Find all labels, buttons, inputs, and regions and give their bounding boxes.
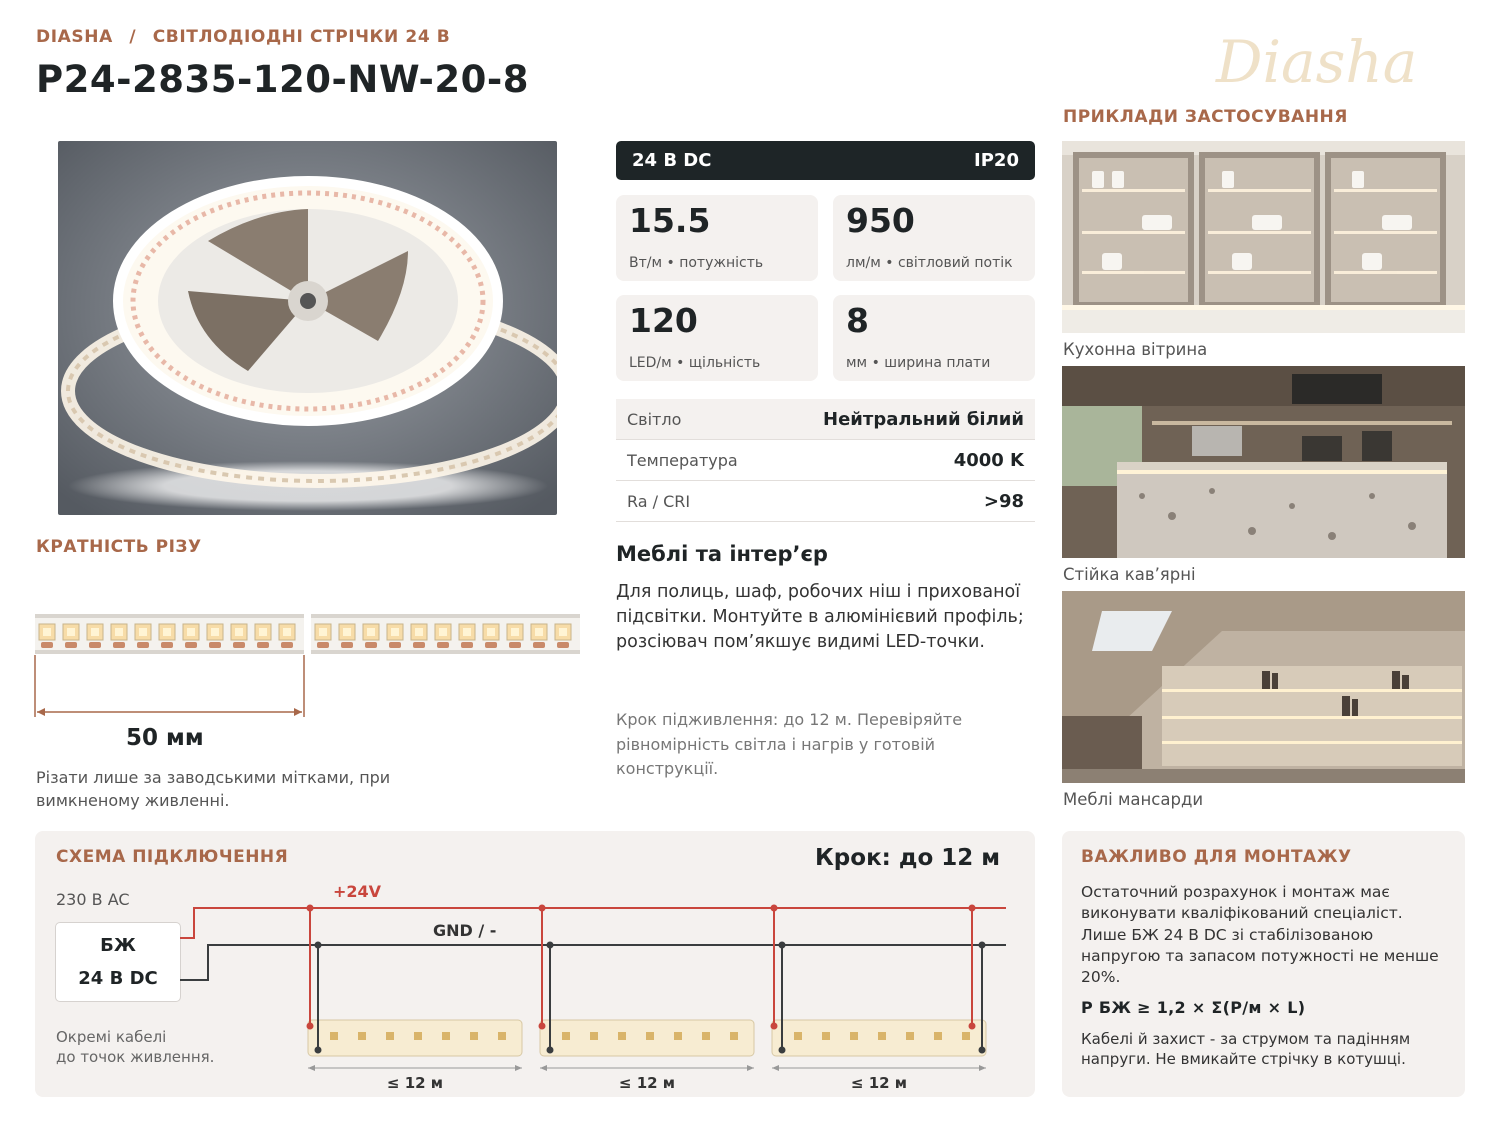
resistor-pad xyxy=(209,642,221,648)
spec-header-bar xyxy=(616,141,1035,180)
led-strip-segment-a xyxy=(35,614,304,654)
resistor-pad xyxy=(341,642,353,648)
strip-segment xyxy=(539,905,755,1093)
application-caption: Стійка кав’ярні xyxy=(1063,565,1196,584)
tile-value: 120 xyxy=(629,301,698,340)
plus-24v-wire xyxy=(180,908,1006,938)
resistor-pad xyxy=(137,642,149,648)
breadcrumb-category[interactable]: СВІТЛОДІОДНІ СТРІЧКИ 24 В xyxy=(152,27,451,47)
brand-logo xyxy=(1212,30,1452,94)
attic-furniture-image xyxy=(1062,591,1465,783)
power-tile xyxy=(616,195,818,281)
spec-value: 4000 K xyxy=(953,449,1024,471)
connection-step: Крок: до 12 м xyxy=(815,845,1001,871)
resistor-pad xyxy=(257,642,269,648)
cut-section-title: КРАТНІСТЬ РІЗУ xyxy=(36,537,202,557)
feed-step-text: Крок підживлення: до 12 м. Перевіряйте рівномірність світла і нагрів у готовій конструкції. xyxy=(616,710,963,778)
important-title: ВАЖЛИВО ДЛЯ МОНТАЖУ xyxy=(1081,847,1352,867)
led-strip-segment-b xyxy=(311,614,580,654)
wiring-diagram xyxy=(180,880,1020,1095)
important-text: Остаточний розрахунок і монтаж має виконувати кваліфікований спеціаліст. Лише БЖ 24 В DC зі стабілізованою напругою та запасом потужності не менше 20%. xyxy=(1081,883,1439,987)
usage-text: Для полиць, шаф, робочих ніш і прихованої підсвітки. Монтуйте в алюмінієвий профіль; розсіювач пом’якшує видимі LED-точки. xyxy=(616,582,1024,652)
tile-value: 8 xyxy=(846,301,869,340)
resistor-pad xyxy=(485,642,497,648)
cut-dimension-line xyxy=(33,655,308,720)
breadcrumb xyxy=(36,27,450,47)
kitchen-cabinet-image xyxy=(1062,141,1465,333)
density-tile xyxy=(616,295,818,381)
application-caption: Меблі мансарди xyxy=(1063,790,1204,809)
spec-row-light xyxy=(616,399,1035,440)
spec-row-temperature xyxy=(616,440,1035,481)
resistor-pad xyxy=(365,642,377,648)
svg-text:Diasha: Diasha xyxy=(1216,30,1418,94)
power-formula: P БЖ ≥ 1,2 × Σ(P/м × L) xyxy=(1081,998,1306,1017)
strip-segment xyxy=(771,905,987,1093)
segment-length-label: ≤ 12 м xyxy=(850,1074,908,1092)
resistor-pad xyxy=(113,642,125,648)
resistor-pad xyxy=(161,642,173,648)
resistor-pad xyxy=(281,642,293,648)
product-reel-image xyxy=(58,141,557,515)
cut-length: 50 мм xyxy=(126,725,204,751)
tile-label: мм • ширина плати xyxy=(846,355,991,371)
power-supply-box xyxy=(55,922,181,1002)
resistor-pad xyxy=(185,642,197,648)
tile-value: 15.5 xyxy=(629,201,711,240)
resistor-pad xyxy=(233,642,245,648)
spec-key: Ra / CRI xyxy=(627,491,691,511)
applications-title: ПРИКЛАДИ ЗАСТОСУВАННЯ xyxy=(1063,107,1348,127)
cut-note: Різати лише за заводськими мітками, при вимкненому живленні. xyxy=(36,768,391,810)
spec-value: Нейтральний білий xyxy=(823,408,1024,430)
resistor-pad xyxy=(509,642,521,648)
width-tile xyxy=(833,295,1035,381)
psu-voltage: 24 В DC xyxy=(78,968,158,989)
ac-input-label: 230 В AC xyxy=(56,890,130,909)
resistor-pad xyxy=(89,642,101,648)
tile-value: 950 xyxy=(846,201,915,240)
spec-key: Температура xyxy=(627,450,738,470)
cable-note-line1: Окремі кабелі xyxy=(56,1028,167,1046)
spec-value: >98 xyxy=(983,490,1024,512)
resistor-pad xyxy=(437,642,449,648)
gnd-wire xyxy=(180,945,1006,980)
resistor-pad xyxy=(413,642,425,648)
breadcrumb-separator: / xyxy=(129,27,137,47)
cable-note-line2: до точок живлення. xyxy=(56,1048,215,1066)
important-note: Кабелі й захист - за струмом та падінням напруги. Не вмикайте стрічку в котушці. xyxy=(1081,1030,1411,1068)
resistor-pad xyxy=(461,642,473,648)
psu-label: БЖ xyxy=(100,935,136,956)
connection-title: СХЕМА ПІДКЛЮЧЕННЯ xyxy=(56,847,289,867)
breadcrumb-brand[interactable]: DIASHA xyxy=(36,27,113,47)
resistor-pad xyxy=(533,642,545,648)
usage-title: Меблі та інтер’єр xyxy=(616,542,828,566)
spec-key: Світло xyxy=(627,409,682,429)
application-caption: Кухонна вітрина xyxy=(1063,340,1208,359)
resistor-pad xyxy=(65,642,77,648)
voltage-label: 24 В DC xyxy=(632,150,712,171)
ip-rating-label: IP20 xyxy=(974,150,1019,171)
tile-label: LED/м • щільність xyxy=(629,355,761,371)
resistor-pad xyxy=(41,642,53,648)
tile-label: Вт/м • потужність xyxy=(629,255,764,271)
segment-length-label: ≤ 12 м xyxy=(386,1074,444,1092)
plus-24v-label: +24V xyxy=(333,882,382,901)
spec-row-cri xyxy=(616,481,1035,522)
resistor-pad xyxy=(389,642,401,648)
tile-label: лм/м • світловий потік xyxy=(846,255,1013,271)
resistor-pad xyxy=(557,642,569,648)
resistor-pad xyxy=(317,642,329,648)
flux-tile xyxy=(833,195,1035,281)
gnd-label: GND / - xyxy=(433,921,497,940)
page-title: P24-2835-120-NW-20-8 xyxy=(36,58,529,101)
cafe-counter-image xyxy=(1062,366,1465,558)
segment-length-label: ≤ 12 м xyxy=(618,1074,676,1092)
